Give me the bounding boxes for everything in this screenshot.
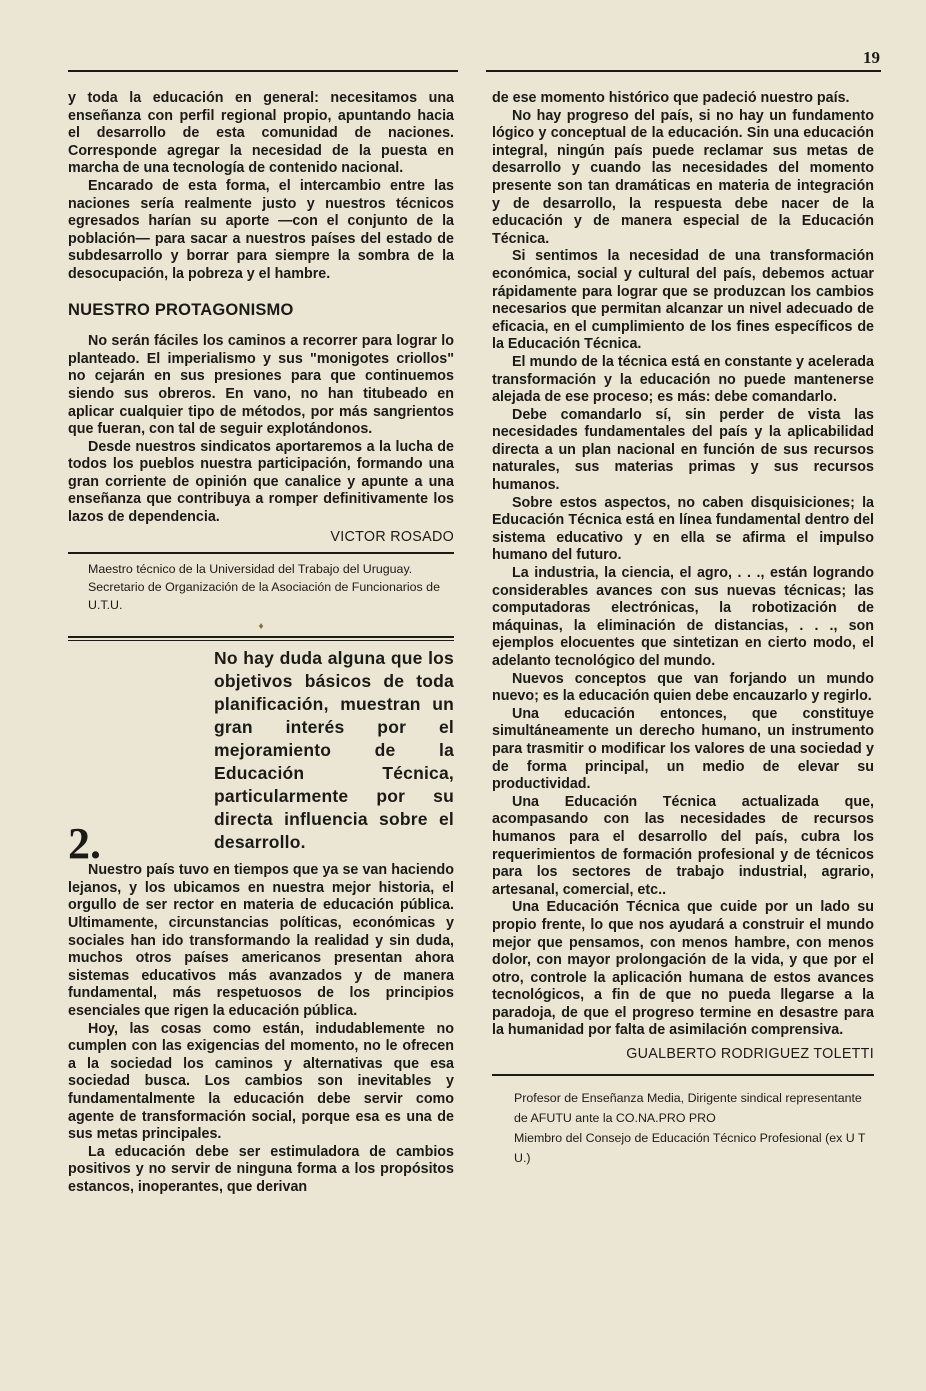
author-bio [88, 560, 454, 614]
paragraph: Nuestro país tuvo en tiempos que ya se van haciendo lejanos, y los ubicamos en nuestra mejor historia, el orgullo de ser rector en materia de educación pública. Ultimamente, circunstancias políticas, económicas y sociales han ido transformando la realidad y sin duda, muchos otros países americanos presentan ahora sistemas educativos más avanzados y de manera fundamental, más respetuosos de los principios esenciales que rigen la educación pública. [68, 862, 454, 1019]
divider [68, 640, 454, 641]
page-number: 19 [863, 48, 880, 67]
paragraph: Si sentimos la necesidad de una transformación económica, social y cultural del país, debemos actuar rápidamente para lograr que se produzcan los cambios necesarios que permitan alcanzar un nivel adecuado de eficacia, en el cumplimiento de los fines específicos de la Educación Técnica. [492, 248, 874, 353]
bio-line: Profesor de Enseñanza Media, Dirigente sindical representante de AFUTU ante la CO.NA.PRO PRO [514, 1090, 862, 1125]
paragraph: No serán fáciles los caminos a recorrer para lograr lo planteado. El imperialismo y sus "monigotes criollos" no cejarán en sus presiones para que continuemos siendo sus obreros. En vano, no han titubeado en aplicar cualquier tipo de métodos, por más sangrientos que fueran, con tal de seguir explotándonos. [68, 333, 454, 438]
author-bio [514, 1088, 874, 1168]
bio-line: Maestro técnico de la Universidad del Trabajo del Uruguay. [88, 562, 413, 577]
ornament-icon: ♦ [258, 621, 264, 633]
paragraph: Una Educación Técnica que cuide por un lado su propio frente, lo que nos ayudará a construir el mundo mejor que pensamos, con menos hambre, con menos dolor, con mayor prolongación de la vida, y que por el otro, controle la aplicación humana de estos avances tecnológicos, a fin de que no pueda llegarse a la paradoja, de que el progreso termine en desastre para la humanidad por falta de asimilación comprensiva. [492, 899, 874, 1039]
paragraph: No hay progreso del país, si no hay un fundamento lógico y conceptual de la educación. Sin una educación integral, ningún país puede reclamar sus metas de desarrollo y cuando las necesidades del momento presente son tan dramáticas en materia de integración y de desarrollo, la respuesta debe nacer de la educación y de manera especial de la Educación Técnica. [492, 107, 874, 247]
left-column [68, 90, 454, 1197]
paragraph: de ese momento histórico que padeció nuestro país. [492, 90, 850, 106]
paragraph: El mundo de la técnica está en constante y acelerada transformación y la educación no puede mantenerse alejada de ese proceso; es más: debe comandarlo. [492, 353, 874, 406]
paragraph: La industria, la ciencia, el agro, . . ., están logrando considerables avances con sus nuevas técnicas; las computadoras electrónicas, la robotización de máquinas, la eliminación de distancias, . . ., son ejemplos elocuentes que sintetizan en cierto modo, el adelanto tecnológico del mundo. [492, 565, 874, 669]
paragraph: La educación debe ser estimuladora de cambios positivos y no servir de ninguna forma a los propósitos estancos, inoperantes, que derivan [68, 1143, 454, 1195]
paragraph: Una Educación Técnica actualizada que, acompasando con las necesidades de recursos humanos para el desarrollo del país, cubra los requerimientos de formación profesional y de técnicos para los sectores de trabajo industrial, agrario, artesanal, comercial, etc.. [492, 793, 874, 898]
divider [68, 552, 454, 554]
author-signature: GUALBERTO RODRIGUEZ TOLETTI [626, 1046, 874, 1063]
paragraph: Sobre estos aspectos, no caben disquisiciones; la Educación Técnica está en línea fundamental dentro del sistema educativo y en ella se afirma el impulso humano del futuro. [492, 494, 874, 564]
divider [492, 1074, 874, 1076]
right-column [492, 90, 874, 1168]
header-rule-right [486, 70, 881, 72]
intro-text: No hay duda alguna que los objetivos básicos de toda planificación, muestran un gran interés por el mejoramiento de la Educación Técnica, particularmente por su directa influencia sobre el desarrollo. [214, 648, 454, 853]
paragraph: Encarado de esta forma, el intercambio entre las naciones sería realmente justo y nuestros técnicos egresados harían su aporte —con el conjunto de la población— para sacar a nuestros países del estado de subdesarrollo y borrar para siempre la sombra de la desocupación, la pobreza y el hambre. [68, 177, 454, 282]
paragraph: Una educación entonces, que constituye simultáneamente un derecho humano, un instrumento para trasmitir o modificar los valores de una sociedad y de forma principal, un medio de elevar su productividad. [492, 705, 874, 793]
section-heading: NUESTRO PROTAGONISMO [68, 300, 294, 319]
article-intro [68, 647, 454, 868]
section-number: 2. [68, 818, 101, 868]
bio-line: Miembro del Consejo de Educación Técnico Profesional (ex U T U.) [514, 1130, 866, 1165]
paragraph: Desde nuestros sindicatos aportaremos a la lucha de todos los pueblos nuestra participación, formando una gran corriente de opinión que canalice y apunte a una enseñanza que contribuya a romper definitivamente los lazos de dependencia. [68, 438, 454, 526]
paragraph: Nuevos conceptos que van forjando un mundo nuevo; es la educación quien debe encauzarlo y regirlo. [492, 670, 874, 705]
bio-line: Secretario de Organización de la Asociación de Funcionarios de U.T.U. [88, 580, 440, 613]
author-signature: VICTOR ROSADO [330, 528, 454, 545]
divider [68, 636, 454, 638]
paragraph: Hoy, las cosas como están, indudablemente no cumplen con las exigencias del momento, no le ofrecen a la sociedad los caminos y alternativas que esa sociedad busca. Los cambios son inevitables y fundamentalmente la educación debe servir como agente de transformación social, porque esa es una de sus metas principales. [68, 1020, 454, 1143]
paragraph: y toda la educación en general: necesitamos una enseñanza con perfil regional propio, apuntando hacia el desarrollo de esta comunidad de naciones. Corresponde agregar la necesidad de la puesta en marcha de una tecnología de contenido nacional. [68, 90, 454, 177]
header-rule-left [68, 70, 458, 72]
paragraph: Debe comandarlo sí, sin perder de vista las necesidades fundamentales del país y la aplicabilidad directa a un plan nacional en función de sus recursos naturales, sus materias primas y sus recursos humanos. [492, 406, 874, 494]
